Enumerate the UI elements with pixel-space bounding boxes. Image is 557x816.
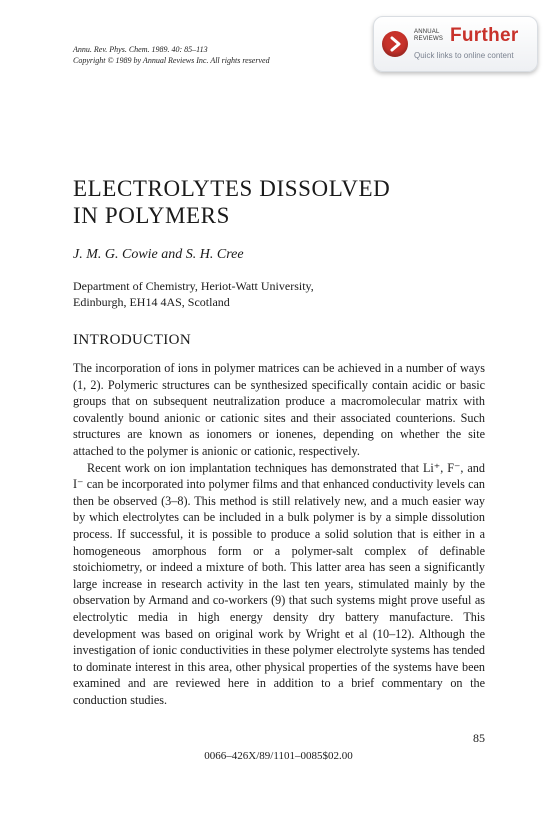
affiliation bbox=[73, 278, 433, 310]
title-line-2: IN POLYMERS bbox=[73, 203, 231, 228]
journal-citation bbox=[73, 44, 270, 66]
further-wordmark: Further bbox=[450, 25, 519, 46]
affiliation-line-2: Edinburgh, EH14 4AS, Scotland bbox=[73, 295, 230, 309]
affiliation-line-1: Department of Chemistry, Heriot-Watt University, bbox=[73, 279, 314, 293]
paragraph: Recent work on ion implantation techniques has demonstrated that Li⁺, F⁻, and I⁻ can be incorporated into polymer films and that enhanced conductivity levels can then be observed (3–8). This method is still relatively new, and a much easier way by which electrolytes can be included in a bulk polymer is by a simple dissolution process. If successful, it is possible to produce a solid solution that is either in a homogeneous amorphous form or a polymer-salt complex of definable stoichiometry, or indeed a mixture of both. This latter area has seen a significantly large increase in research activity in the last ten years, stimulated mainly by the observation by Armand and co-workers (9) that such systems might prove useful as electrolytic media in high energy density dry battery manufacture. This development was based on original work by Wright et al (10–12). Although the investigation of ionic conductivities in these polymer electrolyte systems has tended to dominate interest in this area, other physical properties of the systems have been examined and are reviewed here in addition to a brief commentary on the conduction studies. bbox=[73, 460, 485, 707]
section-heading: INTRODUCTION bbox=[73, 332, 192, 348]
further-links-badge[interactable] bbox=[373, 16, 538, 72]
authors: J. M. G. Cowie and S. H. Cree bbox=[73, 247, 244, 262]
body-text bbox=[73, 360, 485, 708]
footer-code: 0066–426X/89/1101–0085$02.00 bbox=[204, 750, 353, 762]
chevron-right-icon bbox=[382, 31, 408, 57]
annual-reviews-wordmark: ANNUAL REVIEWS bbox=[414, 29, 444, 42]
journal-line: Annu. Rev. Phys. Chem. 1989. 40: 85–113 bbox=[73, 45, 208, 54]
copyright-line: Copyright © 1989 by Annual Reviews Inc. All rights reserved bbox=[73, 56, 270, 65]
article-title bbox=[73, 175, 390, 229]
title-line-1: ELECTROLYTES DISSOLVED bbox=[73, 176, 391, 201]
page-number: 85 bbox=[473, 731, 485, 745]
paragraph: The incorporation of ions in polymer matrices can be achieved in a number of ways (1, 2). Polymeric structures can be synthesized specifically contain acidic or basic groups that on subsequent neutralization produce a macromolecular matrix with covalently bound anionic or cationic sites and their associated counterions. Such structures are known as ionomers or ionenes, depending on whether the site attached to the polymer is anionic or cationic, respectively. bbox=[73, 361, 485, 458]
further-subtitle: Quick links to online content bbox=[414, 51, 514, 60]
